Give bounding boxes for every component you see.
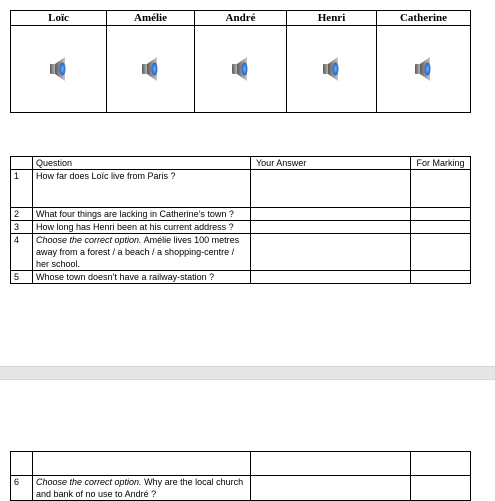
speaker-name-loic: Loïc bbox=[11, 11, 107, 26]
speaker-name-catherine: Catherine bbox=[377, 11, 470, 26]
question-text: What four things are lacking in Catherine’s town ? bbox=[33, 208, 251, 221]
speaker-name-amelie: Amélie bbox=[107, 11, 195, 26]
marking-cell bbox=[411, 271, 471, 284]
audio-cell-andre bbox=[195, 26, 287, 112]
table-row bbox=[11, 221, 471, 234]
answer-cell[interactable] bbox=[251, 221, 411, 234]
audio-cell-amelie bbox=[107, 26, 195, 112]
questions-table bbox=[10, 156, 471, 284]
speaker-name-andre: André bbox=[195, 11, 287, 26]
questions-table-continued bbox=[10, 451, 471, 501]
question-number: 2 bbox=[11, 208, 33, 221]
table-row bbox=[11, 170, 471, 208]
header-marking: For Marking bbox=[411, 157, 471, 170]
questions-header-row bbox=[11, 157, 471, 170]
question-number: 6 bbox=[11, 476, 33, 501]
header-num bbox=[11, 157, 33, 170]
question-text: Whose town doesn’t have a railway-station ? bbox=[33, 271, 251, 284]
question-text: How long has Henri been at his current address ? bbox=[33, 221, 251, 234]
header-answer: Your Answer bbox=[251, 157, 411, 170]
table-row bbox=[11, 476, 471, 501]
question-text bbox=[33, 234, 251, 271]
speaker-icon[interactable] bbox=[230, 55, 252, 83]
table-row bbox=[11, 234, 471, 271]
question-number: 3 bbox=[11, 221, 33, 234]
question-instruction: Choose the correct option. bbox=[36, 235, 142, 245]
marking-cell bbox=[411, 476, 471, 501]
speaker-table bbox=[10, 10, 471, 113]
empty-cell bbox=[33, 452, 251, 476]
question-text bbox=[33, 476, 251, 501]
question-instruction: Choose the correct option. bbox=[36, 477, 142, 487]
answer-cell[interactable] bbox=[251, 271, 411, 284]
question-body: Why are the local church and bank of no use to André ? bbox=[36, 477, 244, 499]
empty-cell bbox=[11, 452, 33, 476]
header-question: Question bbox=[33, 157, 251, 170]
marking-cell bbox=[411, 221, 471, 234]
audio-cell-loic bbox=[11, 26, 107, 112]
question-number: 1 bbox=[11, 170, 33, 208]
table-row bbox=[11, 452, 471, 476]
answer-cell[interactable] bbox=[251, 476, 411, 501]
question-number: 5 bbox=[11, 271, 33, 284]
question-text: How far does Loïc live from Paris ? bbox=[33, 170, 251, 208]
marking-cell bbox=[411, 234, 471, 271]
answer-cell[interactable] bbox=[251, 234, 411, 271]
speaker-icon[interactable] bbox=[48, 55, 70, 83]
speaker-name-henri: Henri bbox=[287, 11, 377, 26]
speaker-icon[interactable] bbox=[413, 55, 435, 83]
page-break bbox=[0, 366, 495, 380]
audio-cell-catherine bbox=[377, 26, 470, 112]
audio-cell-henri bbox=[287, 26, 377, 112]
answer-cell[interactable] bbox=[251, 452, 411, 476]
answer-cell[interactable] bbox=[251, 170, 411, 208]
marking-cell bbox=[411, 452, 471, 476]
question-body: Amélie lives 100 metres away from a forest / a beach / a shopping-centre / her school. bbox=[36, 235, 240, 269]
question-number: 4 bbox=[11, 234, 33, 271]
table-row bbox=[11, 271, 471, 284]
table-row bbox=[11, 208, 471, 221]
speaker-icon[interactable] bbox=[140, 55, 162, 83]
marking-cell bbox=[411, 170, 471, 208]
answer-cell[interactable] bbox=[251, 208, 411, 221]
speaker-icon[interactable] bbox=[321, 55, 343, 83]
marking-cell bbox=[411, 208, 471, 221]
